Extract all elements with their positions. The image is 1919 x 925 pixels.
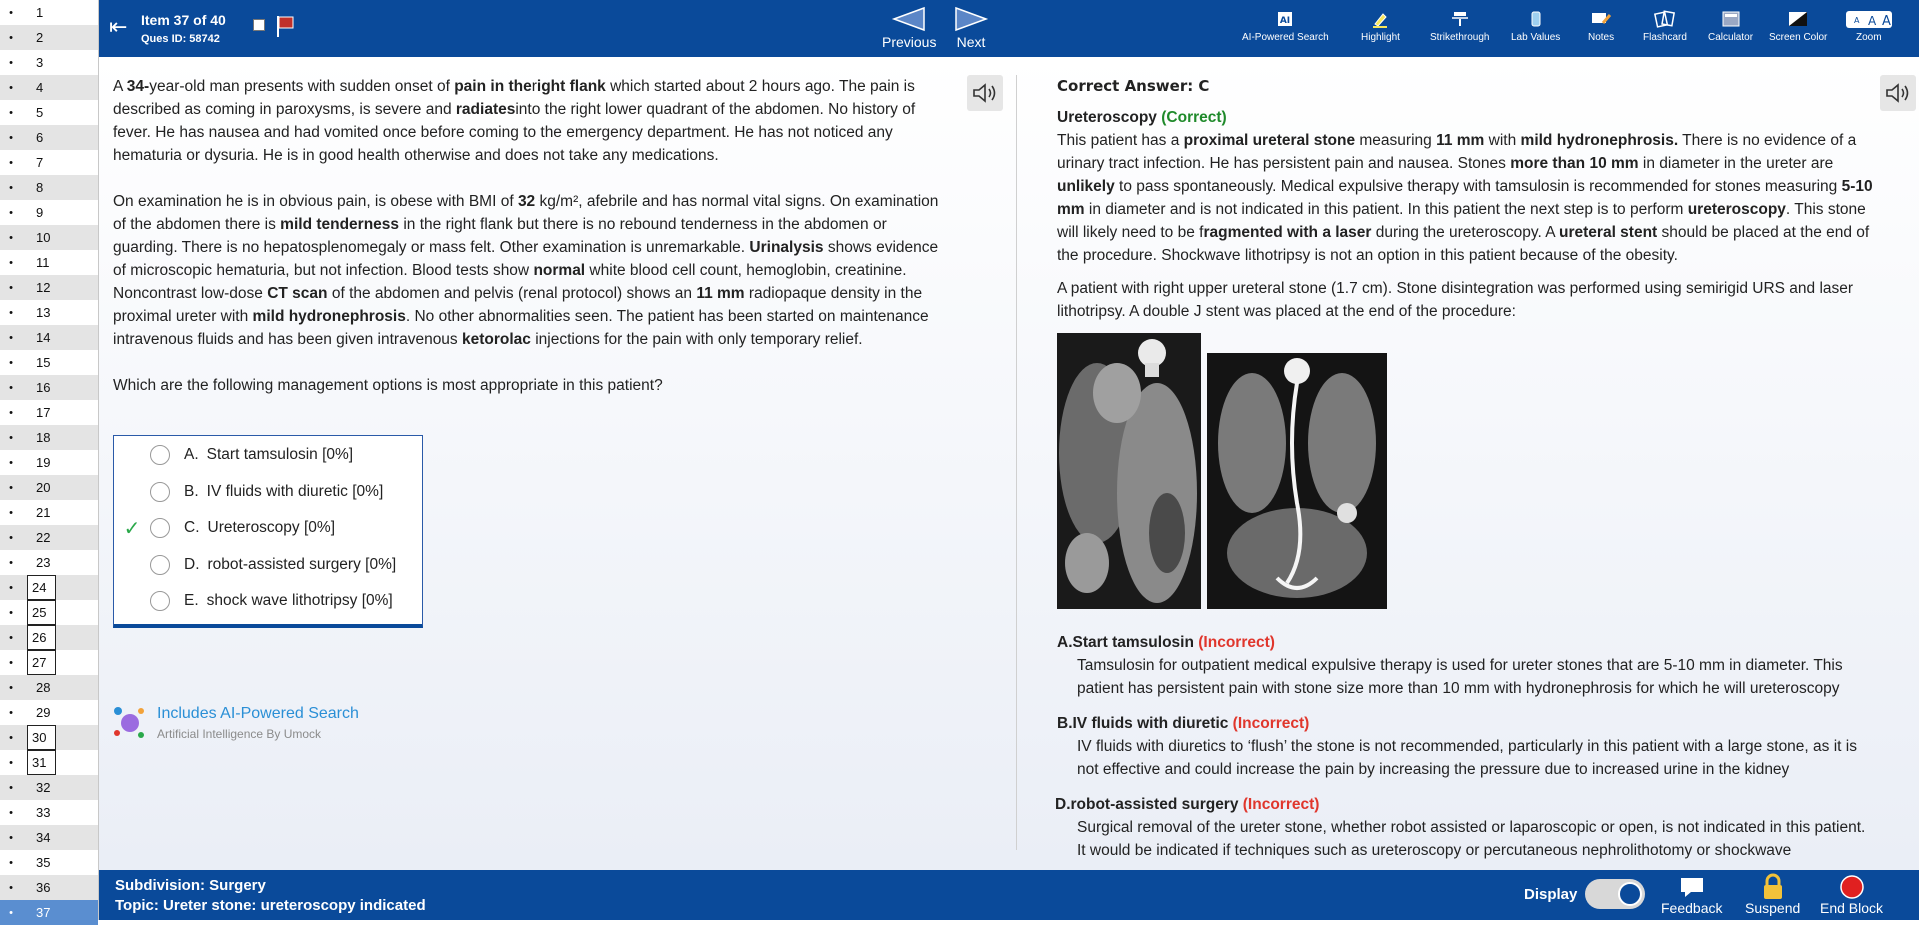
correct-check-icon: ✓ <box>123 517 141 540</box>
sidebar-item-number: 20 <box>36 480 51 495</box>
tool-ai-search[interactable] <box>1242 10 1329 43</box>
bullet-icon: • <box>9 606 13 619</box>
answer-choices <box>113 435 423 628</box>
answer-text: Start tamsulosin [0%] <box>206 446 354 463</box>
toggle-knob <box>1618 882 1642 906</box>
sidebar-item-33[interactable] <box>0 800 98 825</box>
bullet-icon: • <box>9 781 13 794</box>
sidebar-item-number: 14 <box>36 330 51 345</box>
tool-label: Strikethrough <box>1430 32 1490 43</box>
tool-calculator[interactable] <box>1708 10 1753 43</box>
sidebar-item-3[interactable] <box>0 50 98 75</box>
sidebar-item-32[interactable] <box>0 775 98 800</box>
explanation-option-text: Tamsulosin for outpatient medical expulsive therapy is used for ureter stones that are 5-10 mm in diameter. This patient has persistent pain with stone size more than 10 mm with hydronephrosis for which he will ureteroscopy <box>1077 657 1843 697</box>
highlighter-icon <box>1370 10 1390 28</box>
sidebar-item-number: 29 <box>36 705 51 720</box>
bullet-icon: • <box>9 656 13 669</box>
sidebar-item-9[interactable] <box>0 200 98 225</box>
sidebar-item-29[interactable] <box>0 700 98 725</box>
bullet-icon: • <box>9 406 13 419</box>
bullet-icon: • <box>9 306 13 319</box>
tool-label: Notes <box>1588 32 1615 43</box>
bullet-icon: • <box>9 481 13 494</box>
screen-color-icon <box>1788 10 1808 28</box>
lab-flask-icon <box>1526 10 1546 28</box>
sidebar-item-number: 30 <box>27 725 56 750</box>
sidebar-item-number: 10 <box>36 230 51 245</box>
topic-label: Topic: Ureter stone: ureteroscopy indicated <box>115 897 426 914</box>
answer-letter: E. <box>184 592 199 609</box>
tool-highlight[interactable] <box>1361 10 1400 43</box>
bullet-icon: • <box>9 381 13 394</box>
suspend-button[interactable] <box>1745 874 1800 916</box>
answer-radio[interactable] <box>150 555 170 575</box>
tool-label: Highlight <box>1361 32 1400 43</box>
answer-radio[interactable] <box>150 445 170 465</box>
ai-promo-title[interactable]: Includes AI-Powered Search <box>157 705 359 722</box>
sidebar-item-number: 18 <box>36 430 51 445</box>
top-toolbar <box>99 0 1919 57</box>
bullet-icon: • <box>9 856 13 869</box>
sidebar-item-number: 12 <box>36 280 51 295</box>
sidebar-item-14[interactable] <box>0 325 98 350</box>
sidebar-item-25[interactable] <box>0 600 98 625</box>
answer-choice[interactable] <box>114 510 424 546</box>
explanation-options <box>1057 631 1877 862</box>
sidebar-item-number: 32 <box>36 780 51 795</box>
bullet-icon: • <box>9 881 13 894</box>
bullet-icon: • <box>9 506 13 519</box>
bullet-icon: • <box>9 681 13 694</box>
next-button[interactable] <box>954 6 988 50</box>
sidebar-item-number: 24 <box>27 575 56 600</box>
stop-octagon-icon <box>1820 874 1883 900</box>
sidebar-item-36[interactable] <box>0 875 98 900</box>
bullet-icon: • <box>9 806 13 819</box>
end-block-button[interactable] <box>1820 874 1883 916</box>
bullet-icon: • <box>9 731 13 744</box>
sidebar-item-6[interactable] <box>0 125 98 150</box>
sidebar-item-number: 36 <box>36 880 51 895</box>
previous-label: Previous <box>882 34 937 50</box>
answer-letter: B. <box>184 482 199 500</box>
correct-status: (Correct) <box>1161 109 1227 126</box>
sidebar-item-number: 11 <box>36 255 50 270</box>
answer-choice[interactable] <box>114 547 424 583</box>
sidebar-item-11[interactable] <box>0 250 98 275</box>
answer-choice[interactable] <box>114 474 424 510</box>
sidebar-item-number: 16 <box>36 380 51 395</box>
sidebar-item-22[interactable] <box>0 525 98 550</box>
sidebar-item-16[interactable] <box>0 375 98 400</box>
explanation-paragraph-1: This patient has a proximal ureteral stone measuring 11 mm with mild hydronephrosis. There is no evidence of a urinary tract infection. He has persistent pain and nausea. Stones more than 10 mm in diameter in the ureter are unlikely to pass spontaneously. Medical expulsive therapy with tamsulosin is recommended for stones measuring 5-10 mm in diameter and is not indicated in this patient. In this patient the next step is to perform ureteroscopy. This stone will likely need to be fragmented with a laser during the ureteroscopy. A ureteral stent should be placed at the end of the procedure. Shockwave lithotripsy is not an option in this patient because of the obesity. <box>1057 132 1873 264</box>
explanation-heading <box>1057 106 1877 129</box>
bullet-icon: • <box>9 906 13 919</box>
ai-promo-subtitle: Artificial Intelligence By Umock <box>157 727 322 741</box>
read-aloud-button[interactable] <box>967 75 1003 111</box>
sidebar-item-34[interactable] <box>0 825 98 850</box>
answer-radio[interactable] <box>150 518 170 538</box>
explanation-option-title: B.IV fluids with diuretic (Incorrect) <box>1057 715 1310 732</box>
bullet-icon: • <box>9 6 13 19</box>
answer-letter: D. <box>184 555 200 573</box>
sidebar-item-number: 3 <box>36 55 44 70</box>
sidebar-item-number: 35 <box>36 855 51 870</box>
feedback-button[interactable] <box>1661 874 1722 916</box>
sidebar-item-35[interactable] <box>0 850 98 875</box>
ai-promo <box>113 705 359 744</box>
bullet-icon: • <box>9 456 13 469</box>
lock-icon <box>1745 874 1800 900</box>
bullet-icon: • <box>9 756 13 769</box>
sidebar-item-7[interactable] <box>0 150 98 175</box>
sidebar-item-10[interactable] <box>0 225 98 250</box>
sidebar-item-number: 28 <box>36 680 51 695</box>
answer-choice[interactable] <box>114 437 424 473</box>
question-stem <box>113 75 943 420</box>
answer-text: robot-assisted surgery [0%] <box>207 555 397 573</box>
suspend-label: Suspend <box>1745 900 1801 916</box>
sidebar-item-number: 13 <box>36 305 51 320</box>
sidebar-item-number: 2 <box>36 30 44 45</box>
flag-icon[interactable] <box>275 14 295 38</box>
answer-text: shock wave lithotripsy [0%] <box>206 592 393 609</box>
sidebar-item-number: 33 <box>36 805 51 820</box>
bullet-icon: • <box>9 331 13 344</box>
next-arrow-icon <box>954 6 988 32</box>
tool-flashcard[interactable] <box>1643 10 1687 43</box>
sidebar-item-30[interactable] <box>0 725 98 750</box>
bullet-icon: • <box>9 231 13 244</box>
explanation-option-title: A.Start tamsulosin (Incorrect) <box>1057 634 1275 651</box>
sidebar-item-number: 31 <box>27 750 56 775</box>
tool-lab-values[interactable] <box>1511 10 1560 43</box>
sidebar-item-number: 9 <box>36 205 44 220</box>
read-aloud-explanation-button[interactable] <box>1880 75 1916 111</box>
mark-checkbox[interactable] <box>253 19 265 31</box>
sidebar-item-37[interactable] <box>0 900 98 925</box>
tool-label: Zoom <box>1856 32 1882 43</box>
tool-label: Calculator <box>1708 32 1754 43</box>
svg-text:A: A <box>1853 16 1860 25</box>
bullet-icon: • <box>9 531 13 544</box>
question-prompt: Which are the following management options is most appropriate in this patient? <box>113 377 663 394</box>
tool-zoom[interactable] <box>1853 10 1891 43</box>
bullet-icon: • <box>9 131 13 144</box>
question-navigator <box>0 0 99 920</box>
sidebar-item-28[interactable] <box>0 675 98 700</box>
sidebar-item-4[interactable] <box>0 75 98 100</box>
explanation-option-text: Surgical removal of the ureter stone, whether robot assisted or laparoscopic or open, is not indicated in this patient. It would be indicated if techniques such as ureteroscopy or percutaneous nephrolithotomy or shockwave <box>1077 819 1866 859</box>
svg-text:A: A <box>1867 14 1876 28</box>
sidebar-item-13[interactable] <box>0 300 98 325</box>
sidebar-item-number: 6 <box>36 130 44 145</box>
bullet-icon: • <box>9 31 13 44</box>
answer-radio[interactable] <box>150 591 170 611</box>
subdivision-label: Subdivision: Surgery <box>115 877 266 894</box>
bullet-icon: • <box>9 181 13 194</box>
ct-scan-image-1 <box>1057 333 1201 609</box>
sidebar-item-20[interactable] <box>0 475 98 500</box>
correct-answer-label: Correct Answer: C <box>1057 77 1210 95</box>
display-toggle[interactable] <box>1585 879 1645 909</box>
sidebar-item-number: 8 <box>36 180 44 195</box>
bullet-icon: • <box>9 81 13 94</box>
sidebar-item-number: 1 <box>36 5 44 20</box>
sidebar-item-17[interactable] <box>0 400 98 425</box>
bullet-icon: • <box>9 356 13 369</box>
ai-search-icon <box>1275 10 1295 28</box>
bullet-icon: • <box>9 156 13 169</box>
explanation-option-title: D.robot-assisted surgery (Incorrect) <box>1055 796 1320 813</box>
answer-text: IV fluids with diuretic [0%] <box>206 482 384 500</box>
explanation-heading-text: Ureteroscopy <box>1057 109 1157 126</box>
answer-text: Ureteroscopy [0%] <box>207 519 335 536</box>
sidebar-item-number: 22 <box>36 530 51 545</box>
bullet-icon: • <box>9 106 13 119</box>
sidebar-item-12[interactable] <box>0 275 98 300</box>
tool-label: AI-Powered Search <box>1242 32 1329 43</box>
ct-images <box>1057 333 1877 609</box>
answer-radio[interactable] <box>150 482 170 502</box>
tool-label: Screen Color <box>1769 32 1828 43</box>
sidebar-item-number: 4 <box>36 80 44 95</box>
tool-strikethrough[interactable] <box>1430 10 1489 43</box>
svg-text:AI: AI <box>1280 16 1291 26</box>
sidebar-item-2[interactable] <box>0 25 98 50</box>
bullet-icon: • <box>9 431 13 444</box>
bullet-icon: • <box>9 56 13 69</box>
ct-scan-image-2 <box>1207 353 1387 609</box>
zoom-text-icon <box>1853 10 1891 29</box>
sidebar-item-26[interactable] <box>0 625 98 650</box>
tool-screen-color[interactable] <box>1769 10 1827 43</box>
explanation-paragraph-2: A patient with right upper ureteral stone (1.7 cm). Stone disintegration was performed using semirigid URS and laser lithotripsy. A double J stent was placed at the end of the procedure: <box>1057 280 1854 320</box>
tool-label: Flashcard <box>1643 32 1687 43</box>
sidebar-item-21[interactable] <box>0 500 98 525</box>
tool-notes[interactable] <box>1588 10 1614 43</box>
explanation-content <box>1057 75 1877 874</box>
sidebar-item-number: 27 <box>27 650 56 675</box>
question-paragraph-1: A 34-year-old man presents with sudden onset of pain in theright flank which started about 2 hours ago. The pain is described as coming in paroxysms, is severe and radiatesinto the right lower quadrant of the abdomen. No history of fever. He has nausea and had vomited once before coming to the emergency department. He has not noticed any hematuria or dysuria. He is in good health otherwise and does not take any medications. <box>113 78 916 164</box>
sidebar-item-number: 19 <box>36 455 51 470</box>
bottom-bar <box>99 870 1919 920</box>
strikethrough-icon <box>1450 10 1470 28</box>
calculator-icon <box>1721 10 1741 28</box>
bullet-icon: • <box>9 256 13 269</box>
sidebar-item-number: 5 <box>36 105 44 120</box>
next-label: Next <box>956 34 986 50</box>
question-paragraph-2: On examination he is in obvious pain, is obese with BMI of 32 kg/m², afebrile and has normal vital signs. On examination of the abdomen there is mild tenderness in the right flank but there is no rebound tenderness in the abdomen or guarding. There is no hepatosplenomegaly or mass felt. Other examination is unremarkable. Urinalysis shows evidence of microscopic hematuria, but not infection. Blood tests show normal white blood cell count, hemoglobin, creatinine. Noncontrast low-dose CT scan of the abdomen and pelvis (renal protocol) shows an 11 mm radiopaque density in the proximal ureter with mild hydronephrosis. No other abnormalities seen. The patient has been started on maintenance intravenous fluids and has been given intravenous ketorolac injections for the pain with only temporary relief. <box>113 193 939 348</box>
sidebar-item-18[interactable] <box>0 425 98 450</box>
svg-text:A: A <box>1881 14 1891 29</box>
bullet-icon: • <box>9 831 13 844</box>
question-panel <box>99 57 1017 870</box>
sidebar-item-19[interactable] <box>0 450 98 475</box>
sidebar-item-23[interactable] <box>0 550 98 575</box>
flashcard-icon <box>1655 10 1675 28</box>
ai-molecule-icon <box>113 705 147 739</box>
sidebar-item-number: 37 <box>36 905 51 920</box>
bullet-icon: • <box>9 581 13 594</box>
sidebar-item-number: 23 <box>36 555 51 570</box>
sidebar-item-31[interactable] <box>0 750 98 775</box>
previous-arrow-icon <box>892 6 926 32</box>
bullet-icon: • <box>9 206 13 219</box>
sidebar-item-number: 25 <box>27 600 56 625</box>
answer-letter: A. <box>184 446 199 463</box>
display-label: Display <box>1524 886 1578 903</box>
question-id: Ques ID: 58742 <box>141 33 220 45</box>
sidebar-item-number: 21 <box>36 505 51 520</box>
sidebar-item-8[interactable] <box>0 175 98 200</box>
answer-choice[interactable] <box>114 583 424 619</box>
explanation-option-text: IV fluids with diuretics to ‘flush’ the stone is not recommended, particularly in this patient with a large stone, as it is not effective and could increase the pain by increasing the pressure due to increased urine in the kidney <box>1077 738 1857 778</box>
tool-label: Lab Values <box>1511 32 1561 43</box>
chat-bubble-icon <box>1661 874 1722 900</box>
bullet-icon: • <box>9 631 13 644</box>
sidebar-item-24[interactable] <box>0 575 98 600</box>
sidebar-item-27[interactable] <box>0 650 98 675</box>
sidebar-item-1[interactable] <box>0 0 98 25</box>
sidebar-item-number: 17 <box>36 405 51 420</box>
feedback-label: Feedback <box>1661 900 1723 916</box>
end-block-label: End Block <box>1820 900 1884 916</box>
back-arrow-icon[interactable]: ⇤ <box>109 14 128 39</box>
notes-pencil-icon <box>1591 10 1611 28</box>
sidebar-item-number: 15 <box>36 355 51 370</box>
speaker-icon <box>972 82 998 104</box>
item-counter: Item 37 of 40 <box>141 12 226 28</box>
sidebar-item-number: 7 <box>36 155 44 170</box>
sidebar-item-number: 34 <box>36 830 51 845</box>
previous-button[interactable] <box>882 6 936 50</box>
bullet-icon: • <box>9 281 13 294</box>
sidebar-item-5[interactable] <box>0 100 98 125</box>
sidebar-item-15[interactable] <box>0 350 98 375</box>
answer-letter: C. <box>184 519 200 536</box>
sidebar-item-number: 26 <box>27 625 56 650</box>
explanation-panel <box>1017 57 1919 870</box>
bullet-icon: • <box>9 706 13 719</box>
speaker-icon <box>1885 82 1911 104</box>
bullet-icon: • <box>9 556 13 569</box>
